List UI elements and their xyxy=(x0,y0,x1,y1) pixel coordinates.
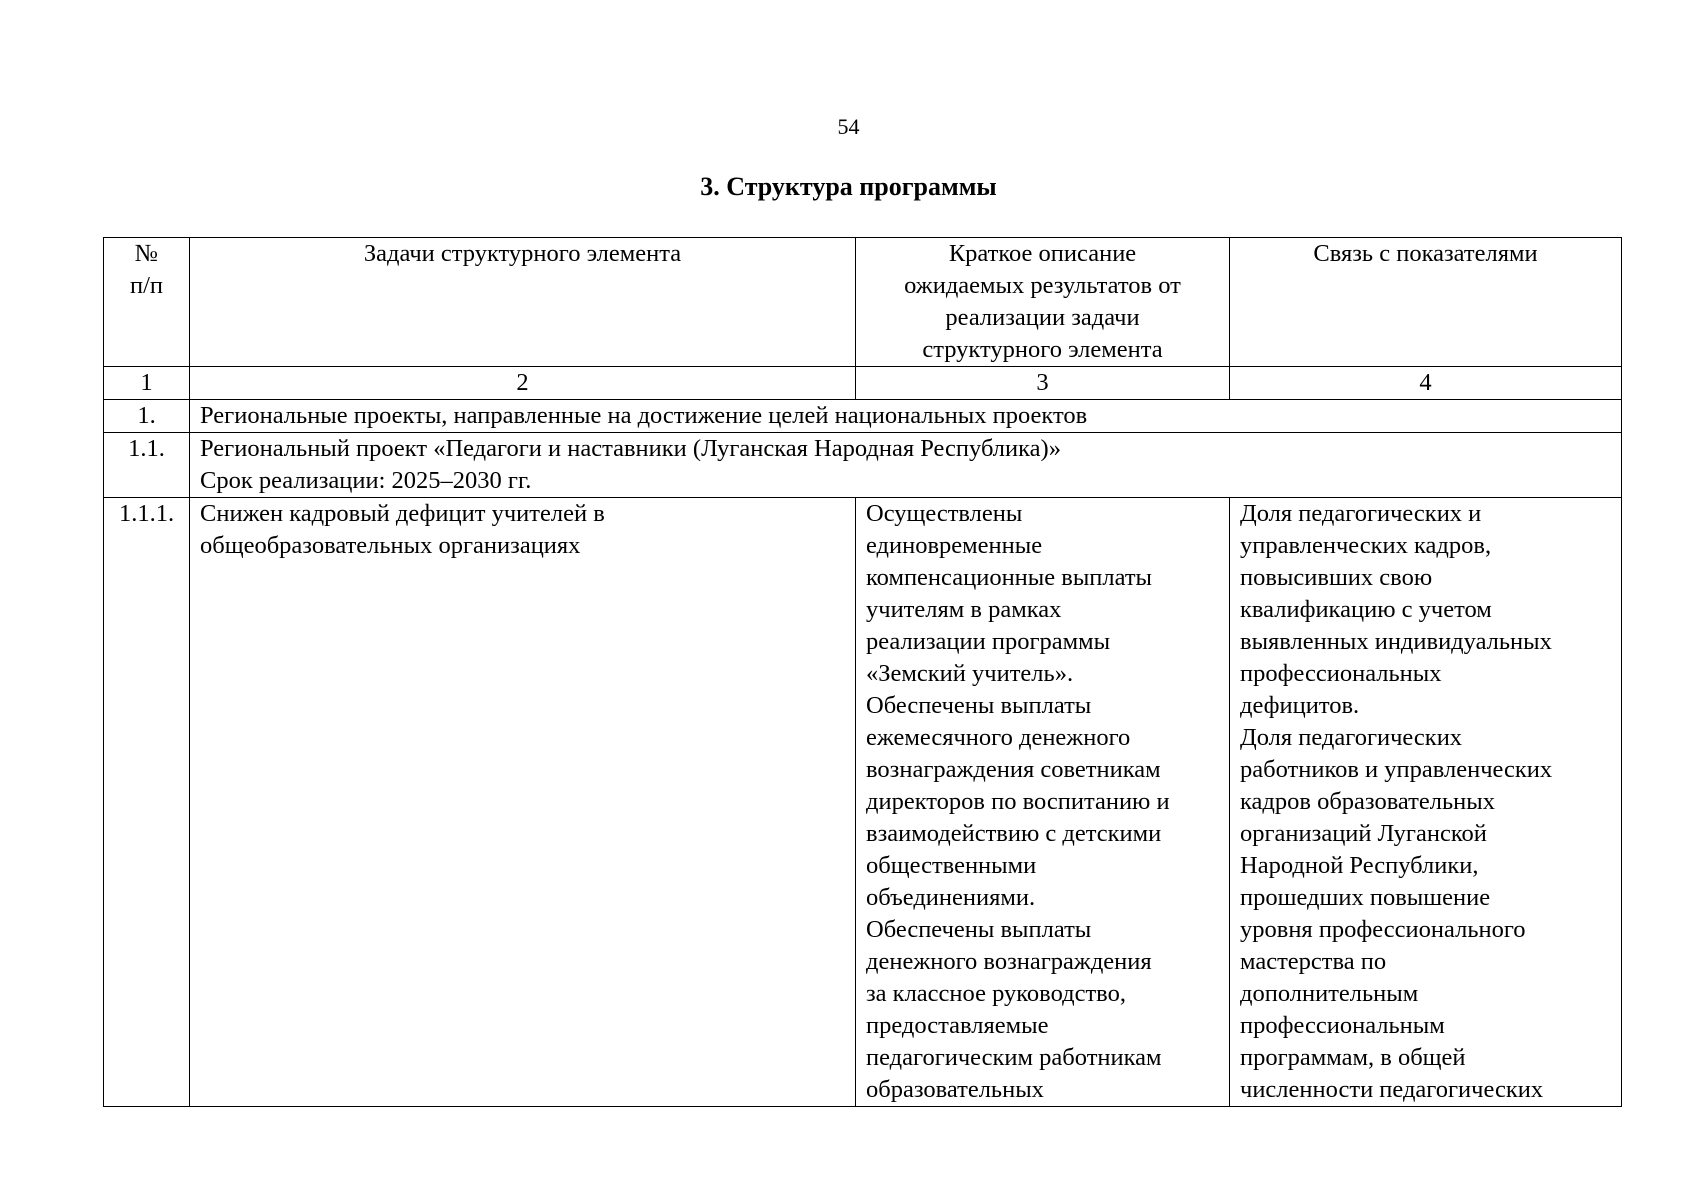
section-row xyxy=(104,400,1622,433)
results-line: ежемесячного денежного xyxy=(866,724,1131,751)
indicators-line: профессиональным xyxy=(1240,1012,1445,1039)
indicators-line: кадров образовательных xyxy=(1240,788,1495,815)
section-text-line: Региональные проекты, направленные на достижение целей национальных проектов xyxy=(200,402,1088,429)
indicators-line: численности педагогических xyxy=(1240,1076,1544,1103)
indicators-line: мастерства по xyxy=(1240,948,1387,975)
indicators-line: Народной Республики, xyxy=(1240,852,1479,879)
subsection-text-line: Региональный проект «Педагоги и наставники (Луганская Народная Республика)» xyxy=(200,435,1061,462)
subsection-num: 1.1. xyxy=(104,433,190,498)
results-line: образовательных xyxy=(866,1076,1044,1103)
results-line: Обеспечены выплаты xyxy=(866,916,1092,943)
column-number: 2 xyxy=(190,367,856,400)
header-results-line: реализации задачи xyxy=(945,304,1140,331)
table-row xyxy=(104,498,1622,1107)
results-line: денежного вознаграждения xyxy=(866,948,1152,975)
results-cell xyxy=(856,498,1230,1107)
indicators-line: Доля педагогических xyxy=(1240,724,1463,751)
column-number-row xyxy=(104,367,1622,400)
results-line: общественными xyxy=(866,852,1037,879)
header-results-line: ожидаемых результатов от xyxy=(904,272,1181,299)
indicators-line: выявленных индивидуальных xyxy=(1240,628,1552,655)
task-line: общеобразовательных организациях xyxy=(200,532,581,559)
task-line: Снижен кадровый дефицит учителей в xyxy=(200,500,605,527)
indicators-line: управленческих кадров, xyxy=(1240,532,1492,559)
page-number: 54 xyxy=(837,114,860,139)
results-line: директоров по воспитанию и xyxy=(866,788,1170,815)
subsection-text xyxy=(190,433,1622,498)
results-line: Осуществлены xyxy=(866,500,1023,527)
column-number: 4 xyxy=(1230,367,1622,400)
results-line: «Земский учитель». xyxy=(866,660,1074,687)
indicators-line: Доля педагогических и xyxy=(1240,500,1482,527)
row-num: 1.1.1. xyxy=(104,498,190,1107)
subsection-text-line: Срок реализации: 2025–2030 гг. xyxy=(200,467,532,494)
indicators-line: дополнительным xyxy=(1240,980,1419,1007)
task-cell xyxy=(190,498,856,1107)
header-results-line: Краткое описание xyxy=(948,240,1137,267)
results-line: объединениями. xyxy=(866,884,1036,911)
indicators-line: повысивших свою xyxy=(1240,564,1433,591)
results-line: реализации программы xyxy=(866,628,1111,655)
table-header-row xyxy=(104,238,1622,367)
indicators-line: работников и управленческих xyxy=(1240,756,1553,783)
indicators-line: организаций Луганской xyxy=(1240,820,1487,847)
indicators-cell xyxy=(1230,498,1622,1107)
results-line: Обеспечены выплаты xyxy=(866,692,1092,719)
column-number: 1 xyxy=(104,367,190,400)
header-num xyxy=(104,238,190,367)
indicators-line: программам, в общей xyxy=(1240,1044,1466,1071)
header-tasks-line: Задачи структурного элемента xyxy=(363,240,682,267)
indicators-line: профессиональных xyxy=(1240,660,1442,687)
indicators-line: дефицитов. xyxy=(1240,692,1360,719)
header-indicators xyxy=(1230,238,1622,367)
page-title: 3. Структура программы xyxy=(700,172,997,201)
subsection-row xyxy=(104,433,1622,498)
header-indicators-line: Связь с показателями xyxy=(1313,240,1538,267)
section-num: 1. xyxy=(104,400,190,433)
results-line: за классное руководство, xyxy=(866,980,1126,1007)
header-num-line: п/п xyxy=(129,272,164,299)
indicators-line: квалификацию с учетом xyxy=(1240,596,1492,623)
header-tasks xyxy=(190,238,856,367)
results-line: вознаграждения советникам xyxy=(866,756,1161,783)
results-line: педагогическим работникам xyxy=(866,1044,1162,1071)
header-num-line: № xyxy=(134,240,159,267)
column-number: 3 xyxy=(856,367,1230,400)
results-line: предоставляемые xyxy=(866,1012,1049,1039)
indicators-line: прошедших повышение xyxy=(1240,884,1491,911)
results-line: единовременные xyxy=(866,532,1043,559)
indicators-line: уровня профессионального xyxy=(1240,916,1526,943)
header-results xyxy=(856,238,1230,367)
results-line: учителям в рамках xyxy=(866,596,1062,623)
header-results-line: структурного элемента xyxy=(922,336,1163,363)
section-text xyxy=(190,400,1622,433)
results-line: компенсационные выплаты xyxy=(866,564,1153,591)
results-line: взаимодействию с детскими xyxy=(866,820,1162,847)
structure-table xyxy=(103,237,1622,1107)
